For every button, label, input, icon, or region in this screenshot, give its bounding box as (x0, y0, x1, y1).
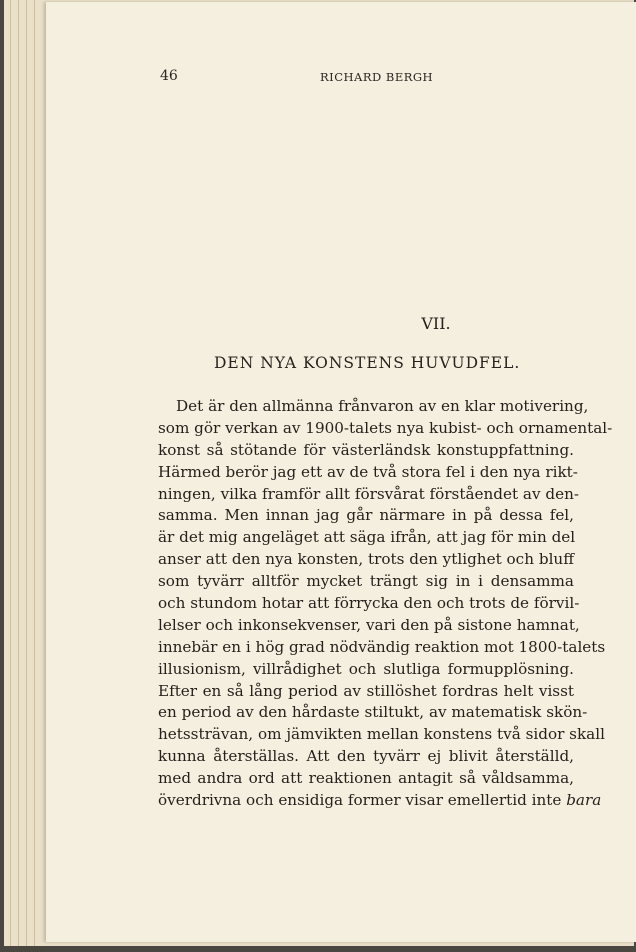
running-head: RICHARD BERGH (320, 70, 434, 84)
text-line: ningen, vilka framför allt försvårat förståendet av den- (158, 484, 580, 503)
chapter-title: DEN NYA KONSTENS HUVUDFEL. (214, 354, 521, 372)
body-text (158, 396, 613, 812)
text-line: anser att den nya konsten, trots den ytlighet och bluff (158, 550, 574, 569)
text-line: lelser och inkonsekvenser, vari den på sistone hamnat, (158, 615, 580, 634)
text-line: samma. Men innan jag går närmare in på dessa fel, (158, 506, 574, 525)
book-page (46, 2, 636, 942)
text-line: konst så stötande för västerländsk konstuppfattning. (158, 440, 574, 459)
text-line: innebär en i hög grad nödvändig reaktion mot 1800-talets (158, 637, 606, 656)
page-number: 46 (160, 68, 178, 84)
page-edge (34, 0, 35, 946)
text-line: med andra ord att reaktionen antagit så våldsamma, (158, 769, 574, 788)
text-line: en period av den hårdaste stiltukt, av matematisk skön- (158, 703, 588, 722)
text-line: Det är den allmänna frånvaron av en klar motivering, (176, 397, 589, 415)
text-line: är det mig angeläget att säga ifrån, att jag för min del (158, 528, 576, 547)
text-line: Efter en så lång period av stillöshet fordras helt visst (158, 681, 574, 700)
text-line-last-start: överdrivna och ensidiga former visar emellertid inte (158, 791, 562, 810)
text-line: hetssträvan, om jämvikten mellan konstens två sidor skall (158, 725, 605, 744)
page-edge (10, 0, 11, 946)
text-line: som tyvärr alltför mycket trängt sig in i densamma (158, 572, 574, 591)
page-stack (4, 0, 634, 946)
page-edge (26, 0, 27, 946)
text-line-last (158, 790, 602, 812)
chapter-number (46, 314, 636, 333)
text-line: som gör verkan av 1900-talets nya kubist- och ornamental- (158, 418, 613, 437)
page-edge (18, 0, 19, 946)
text-line: och stundom hotar att förrycka den och trots de förvil- (158, 594, 580, 613)
text-line: Härmed berör jag ett av de två stora fel i den nya rikt- (158, 462, 578, 481)
text-line: illusionism, villrådighet och slutliga formupplösning. (158, 659, 574, 678)
italic-word: bara (566, 791, 602, 810)
chapter-number-text: VII. (421, 314, 451, 333)
text-line: kunna återställas. Att den tyvärr ej blivit återställd, (158, 747, 574, 766)
page-header (46, 68, 636, 88)
